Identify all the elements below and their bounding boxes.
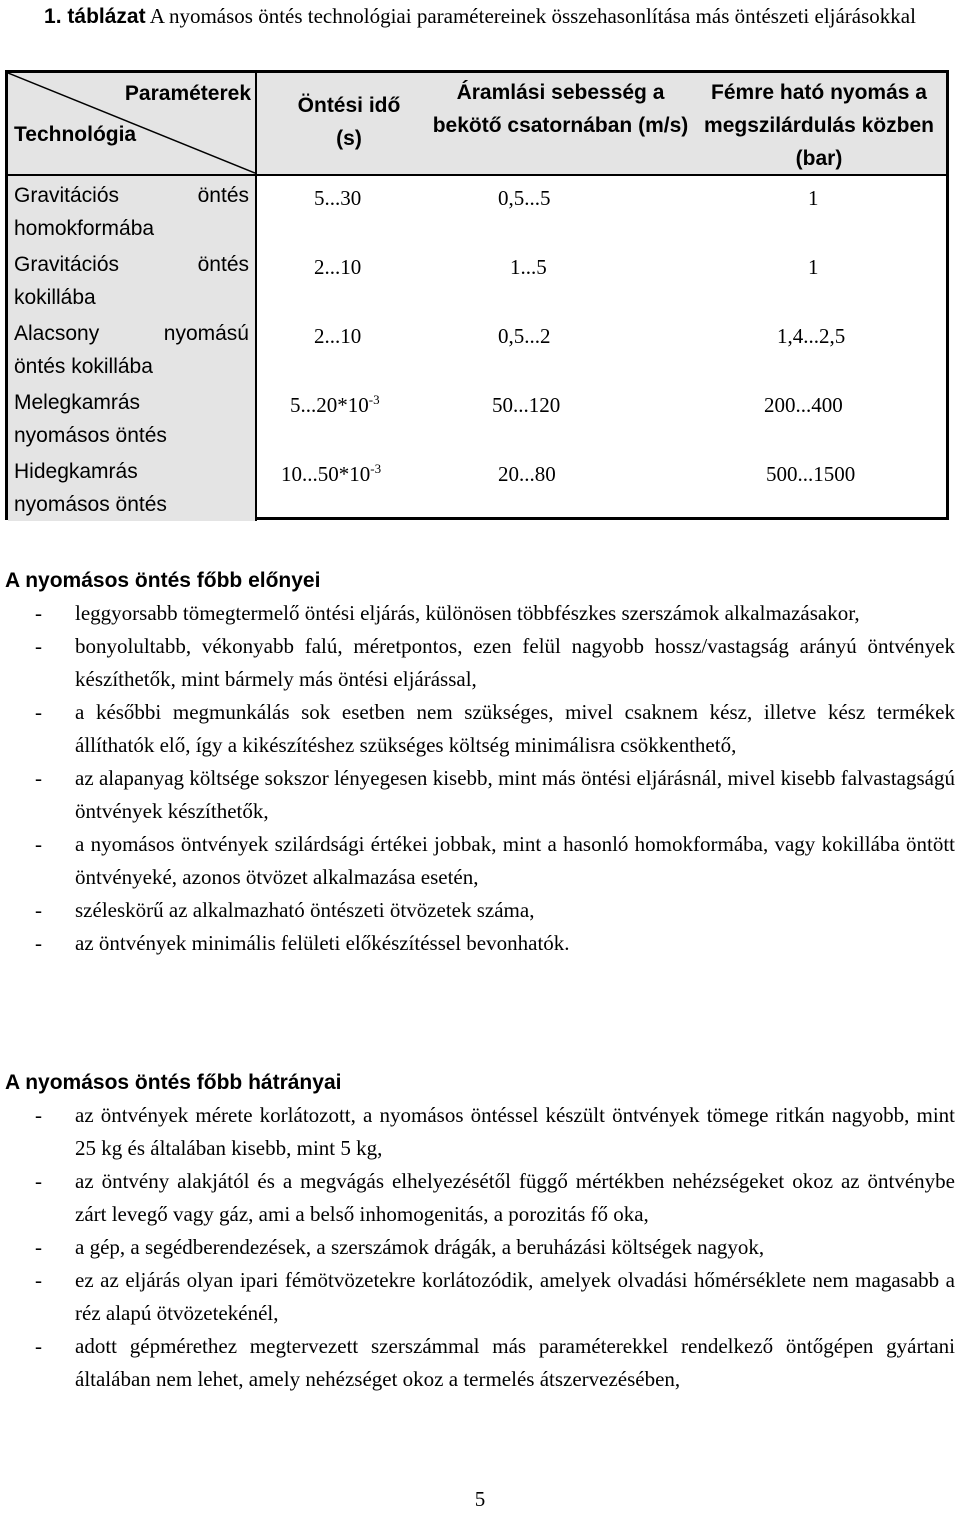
tech-word: öntés kokillába xyxy=(14,355,153,378)
tech-word: Gravitációs xyxy=(14,184,120,207)
pressure-value: 500...1500 xyxy=(766,462,856,486)
tech-word: nyomású xyxy=(163,322,249,345)
list-item: - leggyorsabb tömegtermelő öntési eljárás, különösen többfészkes szerszámok alkalmazásakor, xyxy=(5,597,955,630)
tech-word: Alacsony xyxy=(14,322,100,345)
table-header-row xyxy=(8,73,946,176)
time-value: 5...30 xyxy=(314,186,362,210)
list-item: - az öntvények mérete korlátozott, a nyomásos öntéssel készült öntvények tömege ritkán nagyobb, mint 25 kg és általában kisebb, mint 5 kg, xyxy=(5,1099,955,1165)
table-row xyxy=(8,314,946,383)
advantages-section xyxy=(5,564,955,960)
caption-label: 1. táblázat xyxy=(44,5,146,28)
time-value: $10...50*10^{-3}$ xyxy=(281,461,382,486)
disadvantages-section xyxy=(5,1066,955,1396)
time-value: $5...20*10^{-3}$ xyxy=(290,392,380,417)
header-metal-pressure: Fémre ható nyomás a megszilárdulás közben (bar) xyxy=(704,81,934,170)
speed-value: 0,5...2 xyxy=(498,324,551,348)
pressure-value: 200...400 xyxy=(764,393,843,417)
header-casting-time: Öntési idő (s) xyxy=(297,94,401,150)
speed-value: 1...5 xyxy=(510,255,547,279)
table-row xyxy=(8,452,946,521)
speed-value: 20...80 xyxy=(498,462,556,486)
time-exponent: -3 xyxy=(368,392,380,407)
technology-cell xyxy=(8,245,257,314)
technology-cell xyxy=(8,383,257,452)
table-row xyxy=(8,176,946,245)
table-row xyxy=(8,245,946,314)
tech-word: Melegkamrás xyxy=(14,391,141,414)
speed-value: 50...120 xyxy=(492,393,561,417)
tech-word: nyomásos öntés xyxy=(14,424,167,447)
technology-cell xyxy=(8,314,257,383)
time-exponent: -3 xyxy=(370,461,382,476)
tech-word: nyomásos öntés xyxy=(14,493,167,516)
disadvantages-title: A nyomásos öntés főbb hátrányai xyxy=(5,1071,342,1094)
corner-tech-label: Technológia xyxy=(14,123,137,146)
speed-value: 0,5...5 xyxy=(498,186,551,210)
pressure-value: 1,4...2,5 xyxy=(777,324,846,348)
list-item: - az alapanyag költsége sokszor lényegesen kisebb, mint más öntési eljárásnál, mivel kisebb falvastagságú öntvények készíthetők, xyxy=(5,762,955,828)
page-number: 5 xyxy=(474,1487,486,1511)
pressure-value: 1 xyxy=(808,186,819,210)
time-value: 2...10 xyxy=(314,255,362,279)
tech-word: öntés xyxy=(197,184,249,207)
table-row xyxy=(8,383,946,452)
list-item: - az öntvény alakjától és a megvágás elhelyezésétől függő mértékben nehézségeket okoz az öntvénybe zárt levegő vagy gáz, ami a belső inhomogenitás, a porozitás fő oka, xyxy=(5,1165,955,1231)
technology-cell xyxy=(8,452,257,521)
tech-word: Gravitációs xyxy=(14,253,120,276)
corner-header-cell xyxy=(8,73,257,174)
list-item: - az öntvények minimális felületi előkészítéssel bevonhatók. xyxy=(5,927,955,960)
header-flow-speed: Áramlási sebesség a bekötő csatornában (m/s) xyxy=(432,81,689,137)
list-item: - a későbbi megmunkálás sok esetben nem szükséges, mivel csaknem kész, illetve kész termékek állíthatók elő, így a kikészítéshez szükséges költség minimálisra csökkenthető, xyxy=(5,696,955,762)
tech-word: kokillába xyxy=(14,286,96,309)
advantages-title: A nyomásos öntés főbb előnyei xyxy=(5,569,321,592)
list-item: - bonyolultabb, vékonyabb falú, méretpontos, ezen felül nagyobb hossz/vastagság arányú öntvények készíthetők, mint bármely más öntési eljárással, xyxy=(5,630,955,696)
caption-text: A nyomásos öntés technológiai paramétereinek összehasonlítása más öntészeti eljárásokkal xyxy=(149,4,916,28)
disadvantages-list xyxy=(5,1099,955,1396)
tech-word: Hidegkamrás xyxy=(14,460,138,483)
corner-params-label: Paraméterek xyxy=(124,82,251,105)
list-item: - a gép, a segédberendezések, a szerszámok drágák, a beruházási költségek nagyok, xyxy=(5,1231,955,1264)
comparison-table xyxy=(5,70,949,520)
pressure-value: 1 xyxy=(808,255,819,279)
technology-cell xyxy=(8,176,257,245)
table-caption xyxy=(20,0,940,33)
table-body xyxy=(8,176,946,521)
tech-word: öntés xyxy=(197,253,249,276)
time-value: 2...10 xyxy=(314,324,362,348)
tech-word: homokformába xyxy=(14,217,155,240)
advantages-list xyxy=(5,597,955,960)
list-item: - ez az eljárás olyan ipari fémötvözetekre korlátozódik, amelyek olvadási hőmérséklete nem magasabb a réz alapú ötvözetekénél, xyxy=(5,1264,955,1330)
list-item: - széleskörű az alkalmazható öntészeti ötvözetek száma, xyxy=(5,894,955,927)
list-item: - a nyomásos öntvények szilárdsági értékei jobbak, mint a hasonló homokformába, vagy kokillába öntött öntvényeké, azonos ötvözet alkalmazása esetén, xyxy=(5,828,955,894)
list-item: - adott gépmérethez megtervezett szerszámmal más paraméterekkel rendelkező öntőgépen gyártani általában nem lehet, amely nehézséget okoz a termelés átszervezésében, xyxy=(5,1330,955,1396)
